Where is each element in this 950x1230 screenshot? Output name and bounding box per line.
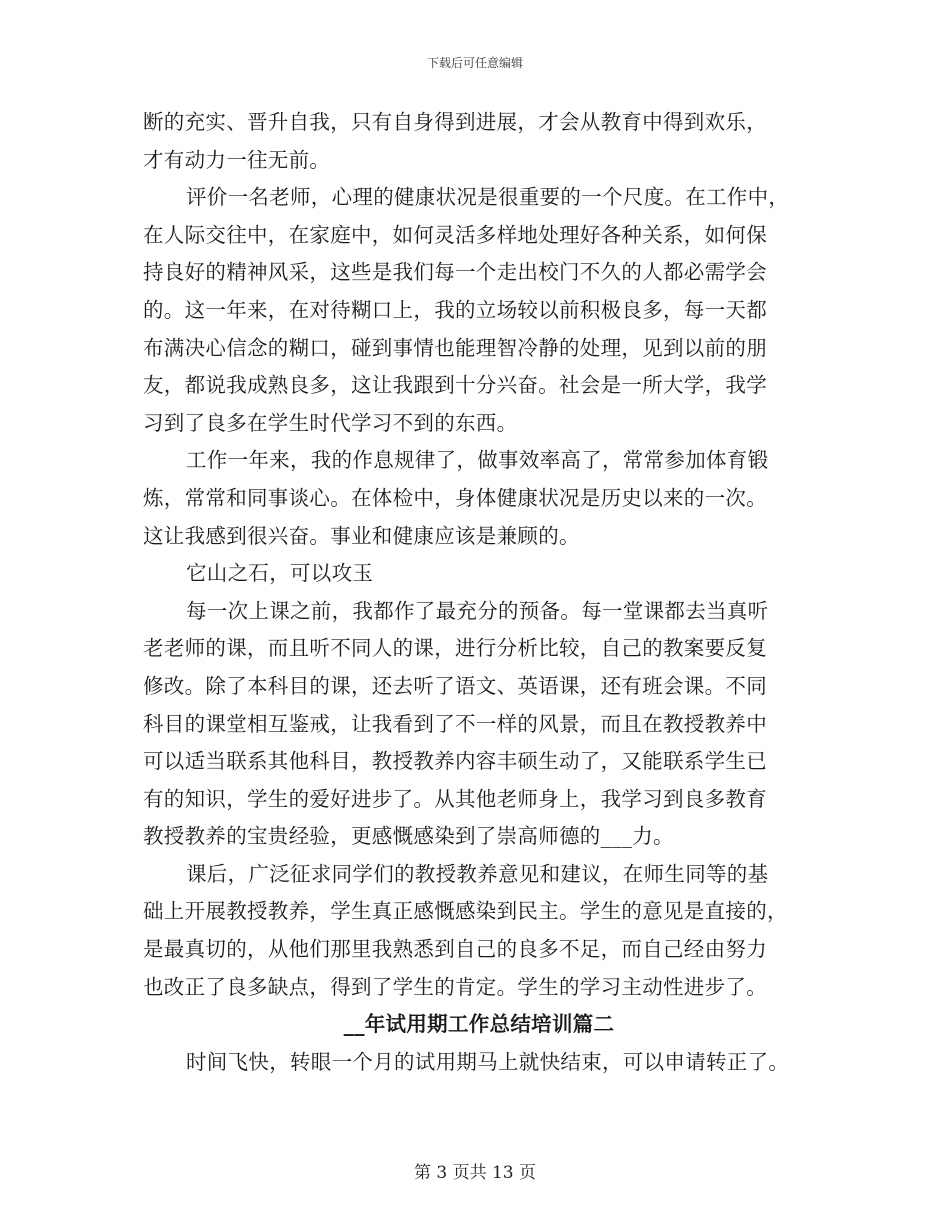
body-line: 断的充实、晋升自我，只有自身得到进展，才会从教育中得到欢乐， — [143, 110, 767, 134]
section-heading: __年试用期工作总结培训篇二 — [343, 1012, 615, 1037]
body-line: 修改。除了本科目的课，还去听了语文、英语课，还有班会课。不同 — [143, 673, 767, 698]
body-line: 习到了良多在学生时代学习不到的东西。 — [143, 410, 518, 435]
document-body — [143, 104, 815, 1081]
body-line: 础上开展教授教养，学生真正感慨感染到民主。学生的意见是直接的， — [143, 899, 788, 924]
body-line: 炼，常常和同事谈心。在体检中，身体健康状况是历史以来的一次。 — [143, 485, 767, 510]
body-line: 的。这一年来，在对待糊口上，我的立场较以前积极良多，每一天都 — [143, 297, 767, 322]
subheading-line: 它山之石，可以攻玉 — [186, 561, 374, 586]
page-footer: 第 3 页共 13 页 — [413, 1163, 537, 1183]
body-line: 有的知识，学生的爱好进步了。从其他老师身上，我学习到良多教育 — [143, 786, 767, 811]
body-line: 每一次上课之前，我都作了最充分的预备。每一堂课都去当真听 — [186, 598, 769, 623]
body-line: 友，都说我成熟良多，这让我跟到十分兴奋。社会是一所大学，我学 — [143, 373, 767, 398]
body-line: 科目的课堂相互鉴戒，让我看到了不一样的风景，而且在教授教养中 — [143, 711, 767, 736]
body-line: 教授教养的宝贵经验，更感慨感染到了崇高师德的___力。 — [143, 824, 674, 849]
body-line: 持良好的精神风采，这些是我们每一个走出校门不久的人都必需学会 — [143, 260, 767, 285]
body-line: 可以适当联系其他科目，教授教养内容丰硕生动了，又能联系学生已 — [143, 749, 767, 774]
body-line: 工作一年来，我的作息规律了，做事效率高了，常常参加体育锻 — [186, 448, 769, 473]
body-line: 才有动力一往无前。 — [143, 147, 331, 172]
body-line: 老老师的课，而且听不同人的课，进行分析比较，自己的教案要反复 — [143, 636, 767, 661]
body-line: 也改正了良多缺点，得到了学生的肯定。学生的学习主动性进步了。 — [143, 974, 767, 999]
body-line: 这让我感到很兴奋。事业和健康应该是兼顾的。 — [143, 523, 580, 548]
body-line: 评价一名老师，心理的健康状况是很重要的一个尺度。在工作中， — [186, 185, 790, 210]
body-line: 布满决心信念的糊口，碰到事情也能理智冷静的处理，见到以前的朋 — [143, 335, 767, 360]
body-line: 是最真切的，从他们那里我熟悉到自己的良多不足，而自己经由努力 — [143, 937, 767, 962]
page-header: 下载后可任意编辑 — [426, 56, 523, 70]
body-line: 课后，广泛征求同学们的教授教养意见和建议，在师生同等的基 — [186, 861, 769, 886]
body-line: 在人际交往中，在家庭中，如何灵活多样地处理好各种关系，如何保 — [143, 222, 767, 247]
body-line: 时间飞快，转眼一个月的试用期马上就快结束，可以申请转正了。 — [186, 1049, 790, 1074]
